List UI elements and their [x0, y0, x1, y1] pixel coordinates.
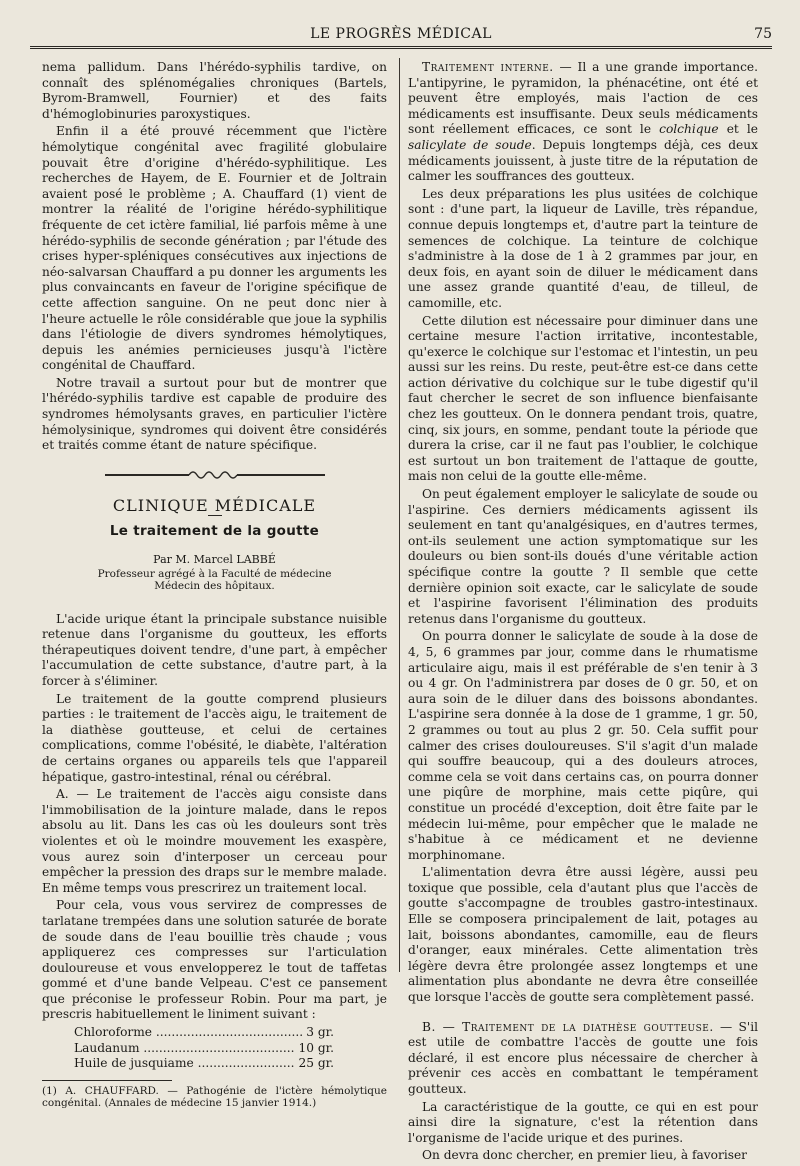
paragraph: nema pallidum. Dans l'hérédo-syphilis tardive, on connaît des splénomégalies chroniques (Bartels, Byrom-Bramwell, Fournier) et des faits d'hémoglobinuries paroxystiques.: [42, 60, 387, 121]
paragraph: A. — Le traitement de l'accès aigu consiste dans l'immobilisation de la jointure malade, dans le repos absolu au lit. Dans les cas où les douleurs sont très violentes et où le moindre mouvement les exaspère, vous aurez soin d'interposer un cerceau pour empêcher la pression des draps sur le membre malade. En même temps vous prescrirez un traitement local.: [42, 787, 387, 895]
affiliation-line: Professeur agrégé à la Faculté de médecine: [97, 567, 332, 580]
paragraph: On peut également employer le salicylate de soude ou l'aspirine. Ces derniers médicaments agissent ils seulement en tant qu'analgésiques, en d'autres termes, ont-ils seulement une action symptomatique sur les douleurs ou bien sont-ils doués d'une véritable action spécifique contre la goutte ? Il semble que cette dernière opinion soit exacte, car le salicylate de soude et l'aspirine favorisent l'élimination des produits retenus dans l'organisme du goutteux.: [408, 487, 758, 626]
right-column: [408, 60, 758, 1166]
prescription-item: [74, 1056, 334, 1072]
author-affiliation: [42, 568, 387, 592]
emphasis: colchique: [659, 122, 719, 137]
section-ornament: [105, 468, 325, 482]
paragraph: Le traitement de la goutte comprend plusieurs parties : le traitement de l'accès aigu, le traitement de la diathèse goutteuse, et celui de certaines complications, comme l'obésité, le diabète, l'altération de certains organes ou appareils tels que l'appareil hépatique, gastro-intestinal, rénal ou cérébral.: [42, 691, 387, 784]
paragraph: [408, 1020, 758, 1098]
footnote: (1) A. CHAUFFARD. — Pathogénie de l'ictère hémolytique congénital. (Annales de médecine 15 janvier 1914.): [42, 1084, 387, 1110]
ingredient-name: Chloroforme .....: [74, 1025, 302, 1041]
paragraph: On pourra donner le salicylate de soude à la dose de 4, 5, 6 grammes par jour, comme dans le rhumatisme articulaire aigu, mais il est préférable de s'en tenir à 3 ou 4 gr. On l'administrera par doses de 0 gr. 50, et on aura soin de le diluer dans des boissons abondantes. L'aspirine sera donnée à la dose de 1 gramme, 1 gr. 50, 2 grammes ou tout au plus 2 gr. 50. Cela suffit pour calmer des crises douloureuses. S'il s'agit d'un malade qui souffre beaucoup, qui a des douleurs atroces, comme cela se voit dans certains cas, on pourra donner une piqûre de morphine, mais cette piqûre, qui constitue un procédé d'exception, doit être faite par le médecin lui-même, pour empêcher que le malade ne s'habitue à ce médicament et ne devienne morphinomane.: [408, 629, 758, 862]
paragraph: L'alimentation devra être aussi légère, aussi peu toxique que possible, cela d'autant plus que l'accès de goutte s'accompagne de troubles gastro-intestinaux. Elle se composera principalement de lait, potages au lait, boissons abondantes, camomille, eau de fleurs d'oranger, eaux minérales. Cette alimentation très légère devra être prolongée assez longtemps et une alimentation plus abondante ne devra être conseillée que lorsque l'accès de goutte sera complètement passé.: [408, 865, 758, 1005]
paragraph: Notre travail a surtout pour but de montrer que l'hérédo-syphilis tardive est capable de produire des syndromes hémolysants graves, en particulier l'ictère hémolysinique, syndromes qui doivent être considérés et traités comme étant de nature spécifique.: [42, 375, 387, 453]
subsection-heading: Traitement interne.: [422, 60, 554, 74]
ingredient-name: Huile de jusquiame .....: [74, 1056, 294, 1072]
footnote-rule: [42, 1080, 172, 1081]
prescription-item: [74, 1041, 334, 1057]
paragraph: On devra donc chercher, en premier lieu, à favoriser: [422, 1148, 748, 1163]
paragraph: Cette dilution est nécessaire pour diminuer dans une certaine mesure l'action irritative, incontestable, qu'exerce le colchique sur l'estomac et l'intestin, un peu aussi sur les reins. Du reste, peut-être est-ce dans cette action dérivative du colchique sur le tube digestif qu'il faut chercher le secret de son influence bienfaisante chez les goutteux. On le donnera pendant trois, quatre, cinq, six jours, en somme, pendant toute la période que durera la crise, car il ne faut pas l'oublier, le colchique est surtout un bon traitement de l'attaque de goutte, mais non celui de la goutte elle-même.: [408, 313, 758, 484]
paragraph: Les deux préparations les plus usitées de colchique sont : d'une part, la liqueur de Laville, très répandue, connue depuis longtemps et, d'autre part la teinture de semences de colchique. La teinture de colchique s'administre à la dose de 1 à 2 grammes par jour, en deux fois, en ayant soin de diluer le médicament dans une assez grande quantité d'eau, de tilleul, de camomille, etc.: [408, 186, 758, 310]
text-run: — S'il est utile de combattre l'accès de goutte une fois déclaré, il est encore plus nécessaire de chercher à prévenir ces accès en combattant le tempérament goutteux.: [408, 1019, 758, 1096]
author-byline: Par M. Marcel LABBÉ: [153, 553, 276, 567]
paragraph: Pour cela, vous vous servirez de compresses de tarlatane trempées dans une solution saturée de borate de soude dans de l'eau bouillie très chaude ; vous appliquerez ces compresses sur l'articulation douloureuse et vous envelopperez le tout de taffetas gommé et d'une bande Velpeau. C'est ce pansement que préconise le professeur Robin. Pour ma part, je prescris habituellement le liniment suivant :: [42, 898, 387, 1022]
paragraph: Enfin il a été prouvé récemment que l'ictère hémolytique congénital avec fragilité globulaire pouvait être d'origine d'hérédo-syphilitique. Les recherches de Hayem, de E. Fournier et de Joltrain avaient posé le problème ; A. Chauffard (1) vient de montrer la réalité de l'origine hérédo-syphilitique fréquente de cet ictère familial, lié parfois même à une hérédo-syphilis de seconde génération ; par l'étude des crises hyper-spléniques consécutives aux injections de néo-salvarsan Chauffard a pu donner les arguments les plus convaincants en faveur de l'origine spécifique de cette affection sanguine. On ne peut donc nier à l'heure actuelle le rôle considérable que joue la syphilis dans l'étiologie de divers syndromes hémolytiques, depuis les anémies pernicieuses jusqu'à l'ictère congénital de Chauffard.: [42, 124, 387, 373]
page-number: 75: [754, 26, 772, 42]
subsection-heading: B. — Traitement de la diathèse goutteuse.: [422, 1019, 714, 1034]
emphasis: salicylate de soude: [408, 137, 532, 152]
affiliation-line: Médecin des hôpitaux.: [154, 579, 275, 592]
paragraph: L'acide urique étant la principale substance nuisible retenue dans l'organisme du goutteux, les efforts thérapeutiques doivent tendre, d'une part, à empêcher l'accumulation de cette substance, d'autre part, à la forcer à s'éliminer.: [42, 611, 387, 688]
section-title: CLINIQUE MÉDICALE: [112, 495, 317, 515]
column-divider: [399, 58, 400, 972]
prescription-list: [74, 1025, 334, 1072]
ingredient-dose: 25 gr.: [298, 1056, 334, 1071]
text-run: et le: [718, 122, 759, 137]
text-run: — Il a une grande importance. L'antipyrine, le pyramidon, la phénacétine, ont été et peuvent être employés, mais l'action de ces médicaments est insuffisante. Deux seuls médicaments sont réellement efficaces, ce sont le: [408, 60, 758, 137]
text-run: . Depuis longtemps déjà, ces deux médicaments jouissent, à juste titre de la réputation de calmer les souffrances des goutteux.: [408, 137, 758, 184]
prescription-item: [74, 1025, 334, 1041]
article-title: Le traitement de la goutte: [109, 523, 320, 540]
running-head: [30, 26, 772, 46]
paragraph: [408, 60, 758, 185]
paragraph: La caractéristique de la goutte, ce qui en est pour ainsi dire la signature, c'est la rétention dans l'organisme de l'acide urique et des purines.: [408, 1099, 758, 1145]
ingredient-dose: 3 gr.: [306, 1025, 334, 1040]
left-column: [42, 60, 387, 1112]
section-dash: [208, 515, 222, 516]
ingredient-name: Laudanum .....: [74, 1041, 294, 1057]
journal-title: LE PROGRÈS MÉDICAL: [310, 26, 492, 42]
header-rule: [30, 46, 772, 49]
ingredient-dose: 10 gr.: [298, 1040, 334, 1055]
